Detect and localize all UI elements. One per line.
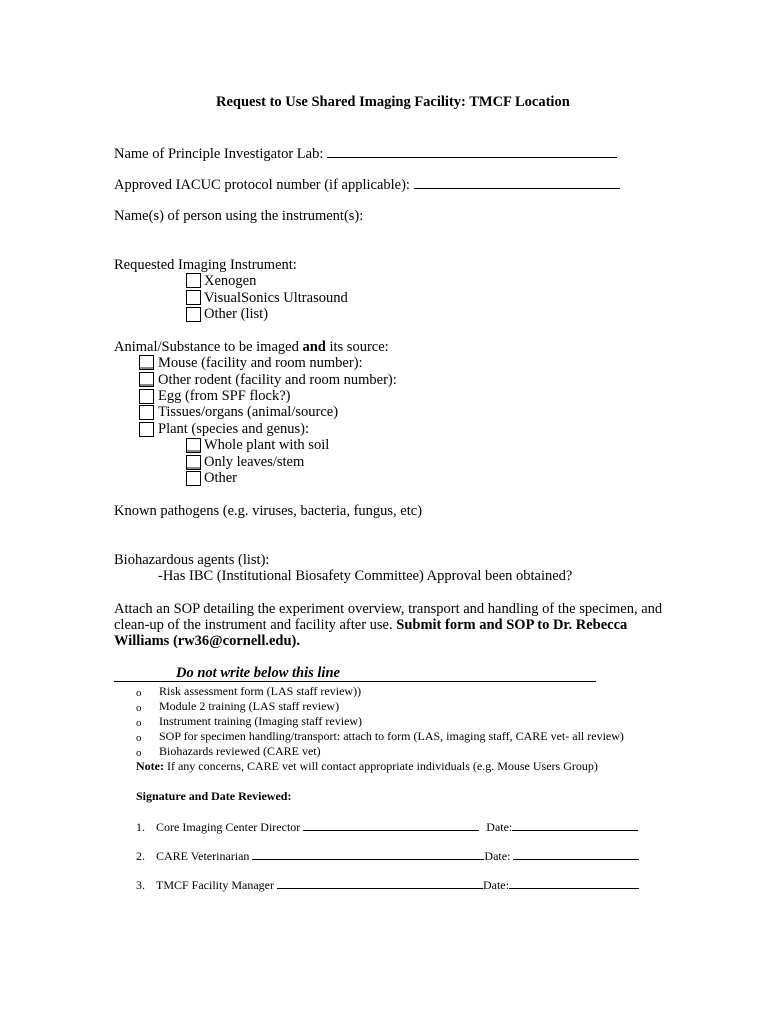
checkbox-plant-other[interactable] [186, 471, 201, 486]
instrument-label: Requested Imaging Instrument: [114, 257, 297, 273]
option-visualsonics: VisualSonics Ultrasound [204, 290, 348, 306]
review-item: Biohazards reviewed (CARE vet) [159, 744, 321, 758]
option-xenogen: Xenogen [204, 273, 257, 289]
date-blank[interactable] [513, 847, 639, 860]
bullet: o [136, 702, 142, 714]
iacuc-field[interactable] [114, 176, 620, 193]
animal-label: Animal/Substance to be imaged and its source: [114, 339, 389, 355]
bullet: o [136, 687, 142, 699]
date-blank[interactable] [512, 818, 638, 831]
persons-label: Name(s) of person using the instrument(s): [114, 208, 364, 224]
iacuc-blank[interactable] [414, 176, 620, 189]
signature-blank[interactable] [277, 876, 483, 889]
option-mouse: Mouse (facility and room number): [158, 355, 363, 371]
pathogens-label: Known pathogens (e.g. viruses, bacteria, fungus, etc) [114, 503, 423, 519]
checkbox-mouse[interactable] [139, 355, 154, 370]
checkbox-leaves-stem[interactable] [186, 455, 201, 470]
option-plant-other: Other [204, 470, 238, 486]
review-item: SOP for specimen handling/transport: attach to form (LAS, imaging staff, CARE vet- all review) [159, 729, 624, 743]
option-plant: Plant (species and genus): [158, 421, 310, 437]
pi-lab-label: Name of Principle Investigator Lab: [114, 146, 324, 162]
bullet: o [136, 747, 142, 759]
biohazard-label: Biohazardous agents (list): [114, 552, 270, 568]
signature-row[interactable]: 2. CARE Veterinarian Date: [136, 847, 639, 863]
review-item: Module 2 training (LAS staff review) [159, 699, 340, 713]
option-whole-plant: Whole plant with soil [204, 437, 330, 453]
date-blank[interactable] [509, 876, 639, 889]
page-title: Request to Use Shared Imaging Facility: TMCF Location [216, 94, 570, 110]
checkbox-xenogen[interactable] [186, 273, 201, 288]
bullet: o [136, 732, 142, 744]
attach-line-1: Attach an SOP detailing the experiment overview, transport and handling of the specimen, and [114, 601, 663, 617]
review-note: Note: If any concerns, CARE vet will contact appropriate individuals (e.g. Mouse Users Group) [136, 759, 598, 773]
option-other-rodent: Other rodent (facility and room number): [158, 372, 397, 388]
checkbox-tissues[interactable] [139, 405, 154, 420]
checkbox-whole-plant[interactable] [186, 438, 201, 453]
attach-line-2: clean-up of the instrument and facility after use. Submit form and SOP to Dr. Rebecca [114, 617, 628, 633]
signature-row[interactable]: 1. Core Imaging Center Director Date: [136, 818, 638, 834]
review-item: Risk assessment form (LAS staff review)) [159, 684, 362, 698]
checkbox-other-rodent[interactable] [139, 372, 154, 387]
review-item: Instrument training (Imaging staff review) [159, 714, 363, 728]
pi-lab-blank[interactable] [327, 145, 617, 158]
bullet: o [136, 717, 142, 729]
option-tissues: Tissues/organs (animal/source) [158, 404, 339, 420]
checkbox-egg[interactable] [139, 389, 154, 404]
checkbox-plant[interactable] [139, 422, 154, 437]
ibc-question: -Has IBC (Institutional Biosafety Committee) Approval been obtained? [158, 568, 573, 584]
iacuc-label: Approved IACUC protocol number (if applicable): [114, 177, 410, 193]
signature-row[interactable]: 3. TMCF Facility Manager Date: [136, 876, 639, 892]
option-instrument-other: Other (list) [204, 306, 269, 322]
checkbox-visualsonics[interactable] [186, 290, 201, 305]
pi-lab-field[interactable] [114, 145, 617, 162]
signature-blank[interactable] [303, 818, 479, 831]
divider-text: Do not write below this line [176, 665, 340, 681]
checkbox-instrument-other[interactable] [186, 307, 201, 322]
signature-heading: Signature and Date Reviewed: [136, 789, 292, 803]
option-leaves-stem: Only leaves/stem [204, 454, 305, 470]
signature-blank[interactable] [252, 847, 484, 860]
option-egg: Egg (from SPF flock?) [158, 388, 291, 404]
attach-line-3: Williams (rw36@cornell.edu). [114, 633, 300, 649]
